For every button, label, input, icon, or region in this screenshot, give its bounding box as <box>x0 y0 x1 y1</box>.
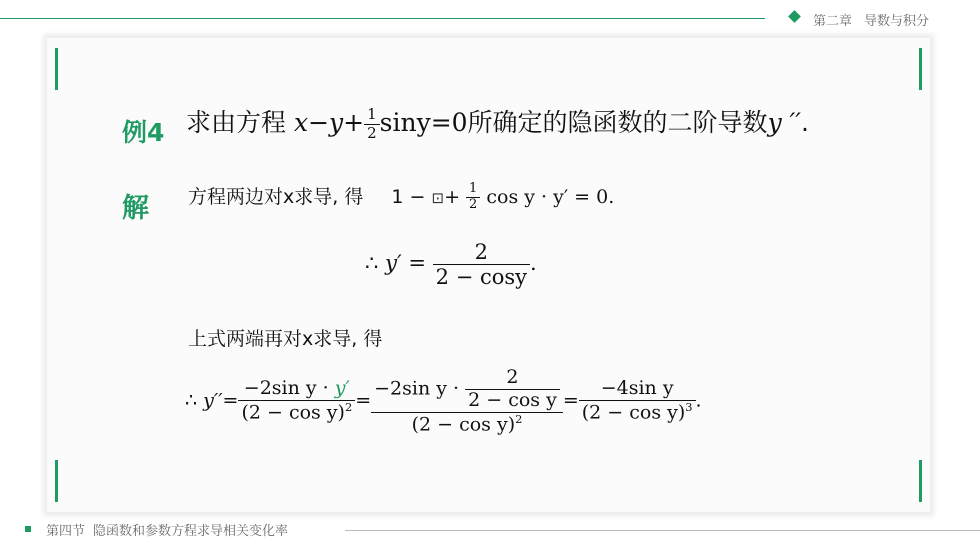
corner-accent <box>55 48 58 90</box>
corner-accent <box>919 48 922 90</box>
line1-frac-den: 2 <box>469 197 478 212</box>
line4-eq1: = <box>355 389 372 412</box>
solution-line-1 <box>188 182 614 213</box>
f3-den-base: (2 − cos y) <box>581 401 686 424</box>
line1-op: + <box>444 186 460 208</box>
line2-end: . <box>530 251 537 276</box>
half-fraction <box>364 106 380 142</box>
example-equation-left: x−y+ <box>293 108 365 137</box>
half-numerator: 1 <box>364 106 380 124</box>
line1-lead: 1 − <box>391 186 426 208</box>
example-statement <box>186 103 809 142</box>
footer-rule <box>345 530 980 531</box>
solution-line-4 <box>185 367 702 436</box>
line1-tail: cos y · y′ = 0. <box>486 186 615 208</box>
example-end: . <box>801 108 809 137</box>
solution-tag: 解 <box>122 193 149 224</box>
line4-eq2: = <box>562 389 579 412</box>
f2-num-a: −2sin y · <box>374 377 460 400</box>
line4-end: . <box>695 389 702 412</box>
solution-line-2 <box>365 240 537 289</box>
example-suffix: 所确定的隐函数的二阶导数 <box>467 108 768 137</box>
line1-frac-num: 1 <box>466 182 480 198</box>
line4-therefore: ∴ <box>185 389 198 412</box>
line4-fraction-1 <box>238 378 355 424</box>
footer-square-icon <box>25 526 31 532</box>
f1-num-a: −2sin y · <box>243 377 329 400</box>
footer-section: 第四节 <box>46 524 86 539</box>
f1-den-base: (2 − cos y) <box>241 401 345 424</box>
chapter-label <box>813 10 929 29</box>
solution-line-3: 上式两端再对x求导, 得 <box>188 328 383 350</box>
footer-title: 隐函数和参数方程求导相关变化率 <box>93 524 289 539</box>
f3-den-exp: 3 <box>685 400 693 415</box>
example-prefix: 求由方程 <box>186 108 287 137</box>
f2-den-base: (2 − cos y) <box>411 413 516 436</box>
line1-math <box>391 181 615 212</box>
example-target: y ′′ <box>767 108 801 137</box>
f1-den-exp: 2 <box>344 400 353 415</box>
chapter-diamond-icon <box>788 10 801 23</box>
line4-fraction-2 <box>371 367 563 436</box>
line2-num: 2 <box>433 240 530 265</box>
header-rule <box>0 18 765 19</box>
line4-fraction-3 <box>579 378 696 424</box>
chapter-title: 导数与积分 <box>864 14 930 29</box>
line2-lhs: y′ = <box>385 251 426 276</box>
line2-fraction <box>433 240 530 289</box>
line1-text: 方程两边对x求导, 得 <box>188 186 364 208</box>
f3-num: −4sin y <box>579 378 696 401</box>
line4-lhs: y′′= <box>203 389 239 412</box>
corner-accent <box>919 460 922 502</box>
f2-inner-num: 2 <box>465 367 560 390</box>
example-tag: 例4 <box>122 118 165 147</box>
f2-inner-fraction <box>465 367 560 412</box>
line2-therefore: ∴ <box>365 251 379 276</box>
line1-fraction <box>466 182 480 213</box>
f1-num-b: y′ <box>334 377 350 400</box>
example-equation-right: siny=0 <box>379 108 468 137</box>
half-denominator: 2 <box>367 123 377 142</box>
f2-den-exp: 2 <box>515 411 523 426</box>
f2-inner-den: 2 − cos y <box>468 388 557 411</box>
line2-den: 2 − cosy <box>435 265 528 290</box>
footer-label <box>46 520 288 539</box>
chapter-number: 第二章 <box>813 14 853 29</box>
text-cursor-icon: ⊡ <box>431 189 445 207</box>
corner-accent <box>55 460 58 502</box>
